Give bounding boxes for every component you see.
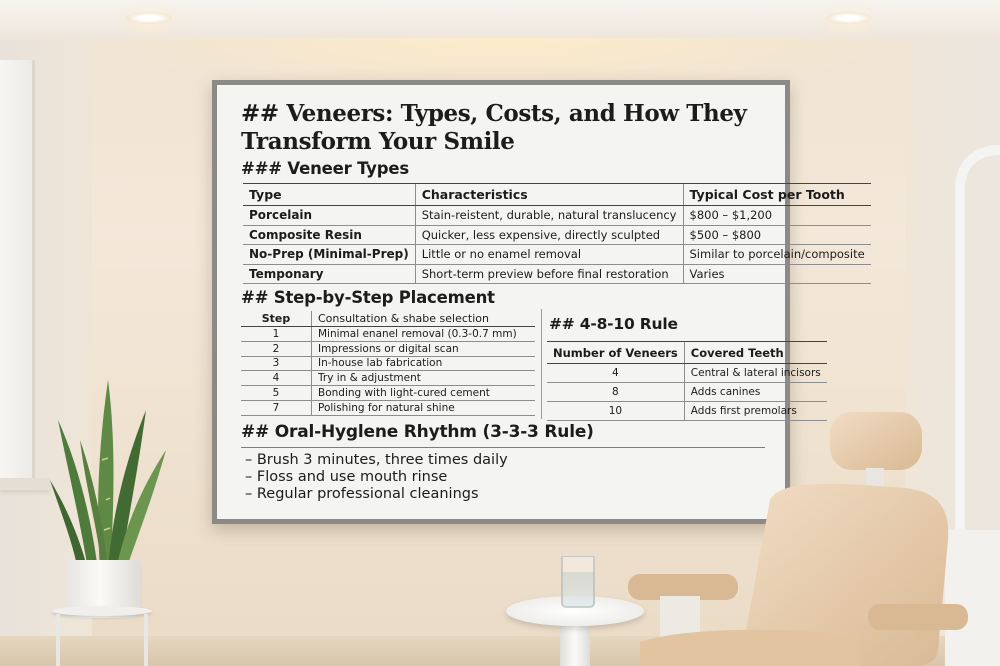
snake-plant-leaves: [50, 380, 170, 570]
veneer-cost: Varies: [683, 264, 871, 284]
column-header: Number of Veneers: [547, 342, 684, 364]
plant-stand: [56, 614, 148, 666]
veneer-characteristics: Little or no enamel removal: [415, 245, 683, 265]
list-item: – Floss and use mouth rinse: [245, 469, 508, 486]
column-header: Characteristics: [415, 184, 683, 206]
step-text: Impressions or digital scan: [312, 341, 536, 356]
table-row: [241, 341, 535, 356]
step-text: Try in & adjustment: [312, 371, 536, 386]
dental-chair: [620, 130, 1000, 666]
column-header: Covered Teeth: [684, 342, 826, 364]
covered-teeth: Adds canines: [684, 383, 826, 402]
veneer-type: Composite Resin: [243, 225, 415, 245]
step-number: 3: [241, 356, 312, 371]
section-divider: [541, 309, 542, 419]
column-header: Step: [241, 311, 312, 327]
column-header: Consultation & shabe selection: [312, 311, 536, 327]
step-number: 7: [241, 400, 312, 415]
covered-teeth: Adds first premolars: [684, 402, 826, 421]
column-header: Type: [243, 184, 415, 206]
placement-steps-table: [241, 311, 535, 416]
veneer-characteristics: Short-term preview before final restoration: [415, 264, 683, 284]
veneer-types-heading: ### Veneer Types: [241, 159, 409, 178]
covered-teeth: Central & lateral incisors: [684, 364, 826, 383]
veneer-type: Temponary: [243, 264, 415, 284]
veneer-characteristics: Quicker, less expensive, directly sculpted: [415, 225, 683, 245]
table-header-row: [241, 311, 535, 327]
step-text: Bonding with light-cured cement: [312, 386, 536, 401]
water-glass: [561, 556, 595, 608]
placement-heading: ## Step-by-Step Placement: [241, 288, 495, 307]
table-row: [241, 400, 535, 415]
rule-heading: ## 4-8-10 Rule: [549, 315, 678, 333]
veneer-type: Porcelain: [243, 206, 415, 226]
board-title: ## Veneers: Types, Costs, and How They Transform Your Smile: [241, 100, 747, 155]
table-row: [241, 371, 535, 386]
hygiene-list: [245, 452, 508, 503]
veneer-cost: Similar to porcelain/composite: [683, 245, 871, 265]
veneer-count: 4: [547, 364, 684, 383]
ceiling-light-left: [126, 12, 172, 24]
veneer-count: 8: [547, 383, 684, 402]
window: [0, 60, 35, 480]
veneer-cost: $500 – $800: [683, 225, 871, 245]
list-item: – Brush 3 minutes, three times daily: [245, 452, 508, 469]
veneer-count: 10: [547, 402, 684, 421]
window-sill: [0, 478, 50, 490]
ceiling-light-right: [826, 12, 872, 24]
hygiene-heading: ## Oral-Hyglene Rhythm (3-3-3 Rule): [241, 422, 594, 442]
list-item: – Regular professional cleanings: [245, 486, 508, 503]
table-row: [241, 386, 535, 401]
veneer-type: No-Prep (Minimal-Prep): [243, 245, 415, 265]
table-row: [241, 327, 535, 342]
step-number: 1: [241, 327, 312, 342]
veneer-cost: $800 – $1,200: [683, 206, 871, 226]
step-text: In-house lab fabrication: [312, 356, 536, 371]
step-number: 5: [241, 386, 312, 401]
step-text: Minimal enanel removal (0.3-0.7 mm): [312, 327, 536, 342]
step-number: 4: [241, 371, 312, 386]
step-number: 2: [241, 341, 312, 356]
table-row: [241, 356, 535, 371]
step-text: Polishing for natural shine: [312, 400, 536, 415]
column-header: Typical Cost per Tooth: [683, 184, 871, 206]
veneer-characteristics: Stain-reistent, durable, natural translucency: [415, 206, 683, 226]
